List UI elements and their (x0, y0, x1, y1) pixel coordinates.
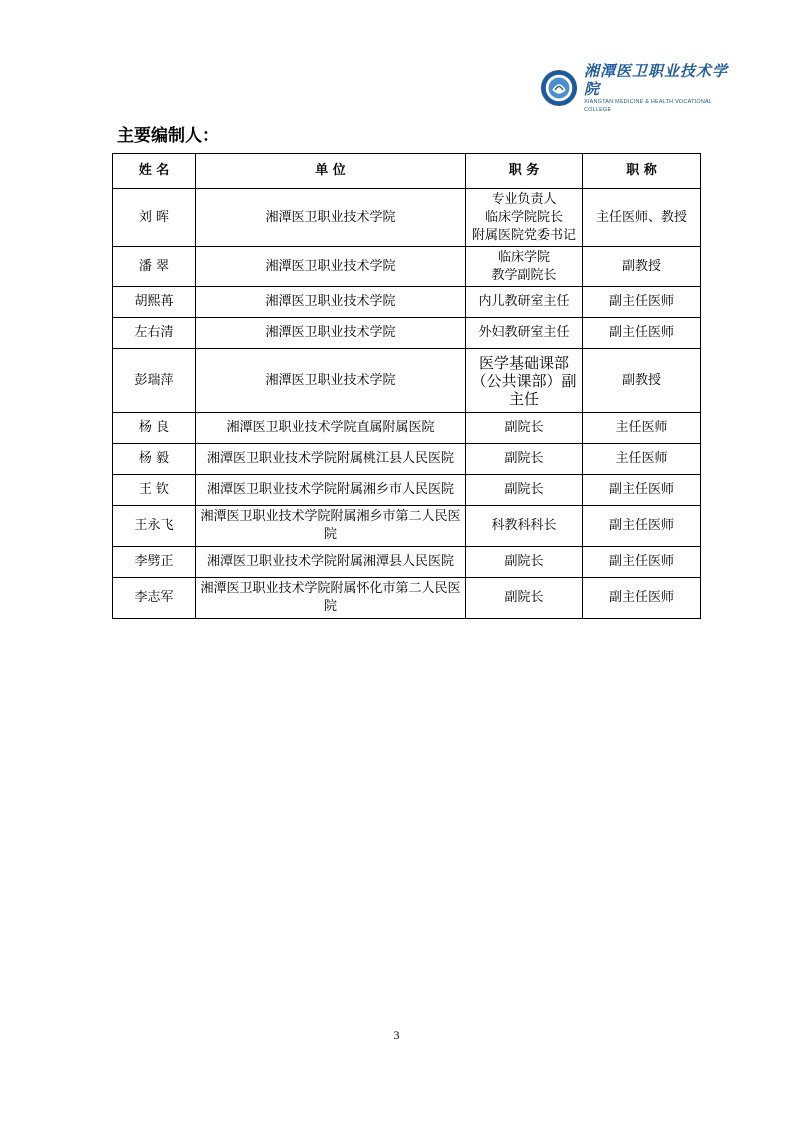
cell-unit: 湘潭医卫职业技术学院 (196, 189, 466, 247)
table-row (113, 189, 701, 247)
cell-title: 副主任医师 (583, 578, 701, 619)
cell-unit: 湘潭医卫职业技术学院 (196, 349, 466, 413)
cell-duty: 副院长 (466, 547, 583, 578)
cell-duty: 内儿教研室主任 (466, 287, 583, 318)
table-row (113, 547, 701, 578)
duty-line: 医学基础课部 (478, 353, 569, 372)
duty-line: 主任 (508, 389, 539, 408)
cell-name: 左右清 (113, 318, 196, 349)
cell-title: 副教授 (583, 247, 701, 287)
table-row (113, 287, 701, 318)
cell-duty: 副院长 (466, 444, 583, 475)
college-logo (540, 62, 740, 113)
section-title: 主要编制人： (117, 126, 219, 146)
table-row (113, 318, 701, 349)
cell-title: 副主任医师 (583, 318, 701, 349)
duty-line: 附属医院党委书记 (471, 227, 576, 243)
cell-title: 主任医师 (583, 413, 701, 444)
page-number: 3 (393, 1028, 400, 1042)
cell-title: 副主任医师 (583, 547, 701, 578)
cell-name: 李劈正 (113, 547, 196, 578)
cell-title: 副主任医师 (583, 506, 701, 547)
cell-name: 杨 毅 (113, 444, 196, 475)
cell-duty (466, 189, 583, 247)
cell-unit: 湘潭医卫职业技术学院附属桃江县人民医院 (196, 444, 466, 475)
cell-name: 刘 晖 (113, 189, 196, 247)
header-duty: 职 务 (466, 154, 583, 189)
header-unit: 单 位 (196, 154, 466, 189)
cell-title: 主任医师 (583, 444, 701, 475)
table-row (113, 247, 701, 287)
table-row (113, 413, 701, 444)
logo-english-name: XIANGTAN MEDICINE & HEALTH VOCATIONAL COLLEGE (584, 99, 712, 113)
table-row (113, 349, 701, 413)
cell-duty: 副院长 (466, 578, 583, 619)
duty-line: （公共课部）副 (471, 371, 577, 390)
cell-name: 彭瑞萍 (113, 349, 196, 413)
duty-line: 临床学院院长 (484, 209, 563, 225)
cell-title: 副主任医师 (583, 475, 701, 506)
cell-name: 胡熙苒 (113, 287, 196, 318)
cell-unit: 湘潭医卫职业技术学院附属湘乡市人民医院 (196, 475, 466, 506)
cell-unit: 湘潭医卫职业技术学院附属怀化市第二人民医院 (196, 578, 466, 619)
table-header-row (113, 154, 701, 189)
duty-line: 专业负责人 (491, 191, 557, 207)
cell-unit: 湘潭医卫职业技术学院附属湘潭县人民医院 (196, 547, 466, 578)
cell-duty (466, 349, 583, 413)
college-emblem-icon (540, 69, 578, 107)
cell-title: 主任医师、教授 (583, 189, 701, 247)
cell-duty: 外妇教研室主任 (466, 318, 583, 349)
compilers-table (112, 153, 701, 619)
cell-unit: 湘潭医卫职业技术学院 (196, 318, 466, 349)
cell-unit: 湘潭医卫职业技术学院直属附属医院 (196, 413, 466, 444)
cell-name: 潘 翠 (113, 247, 196, 287)
cell-duty: 科教科科长 (466, 506, 583, 547)
cell-title: 副教授 (583, 349, 701, 413)
cell-name: 王 钦 (113, 475, 196, 506)
cell-unit: 湘潭医卫职业技术学院 (196, 247, 466, 287)
cell-duty: 副院长 (466, 475, 583, 506)
cell-name: 王永飞 (113, 506, 196, 547)
logo-chinese-name: 湘潭医卫职业技术学院 (584, 62, 729, 98)
table-row (113, 444, 701, 475)
cell-duty (466, 247, 583, 287)
table-row (113, 506, 701, 547)
duty-line: 教学副院长 (491, 267, 557, 283)
cell-name: 李志军 (113, 578, 196, 619)
header-title: 职 称 (583, 154, 701, 189)
header-name: 姓 名 (113, 154, 196, 189)
cell-unit: 湘潭医卫职业技术学院 (196, 287, 466, 318)
cell-duty: 副院长 (466, 413, 583, 444)
cell-title: 副主任医师 (583, 287, 701, 318)
duty-line: 临床学院 (497, 249, 550, 265)
table-row (113, 475, 701, 506)
cell-name: 杨 良 (113, 413, 196, 444)
table-row (113, 578, 701, 619)
cell-unit: 湘潭医卫职业技术学院附属湘乡市第二人民医院 (196, 506, 466, 547)
